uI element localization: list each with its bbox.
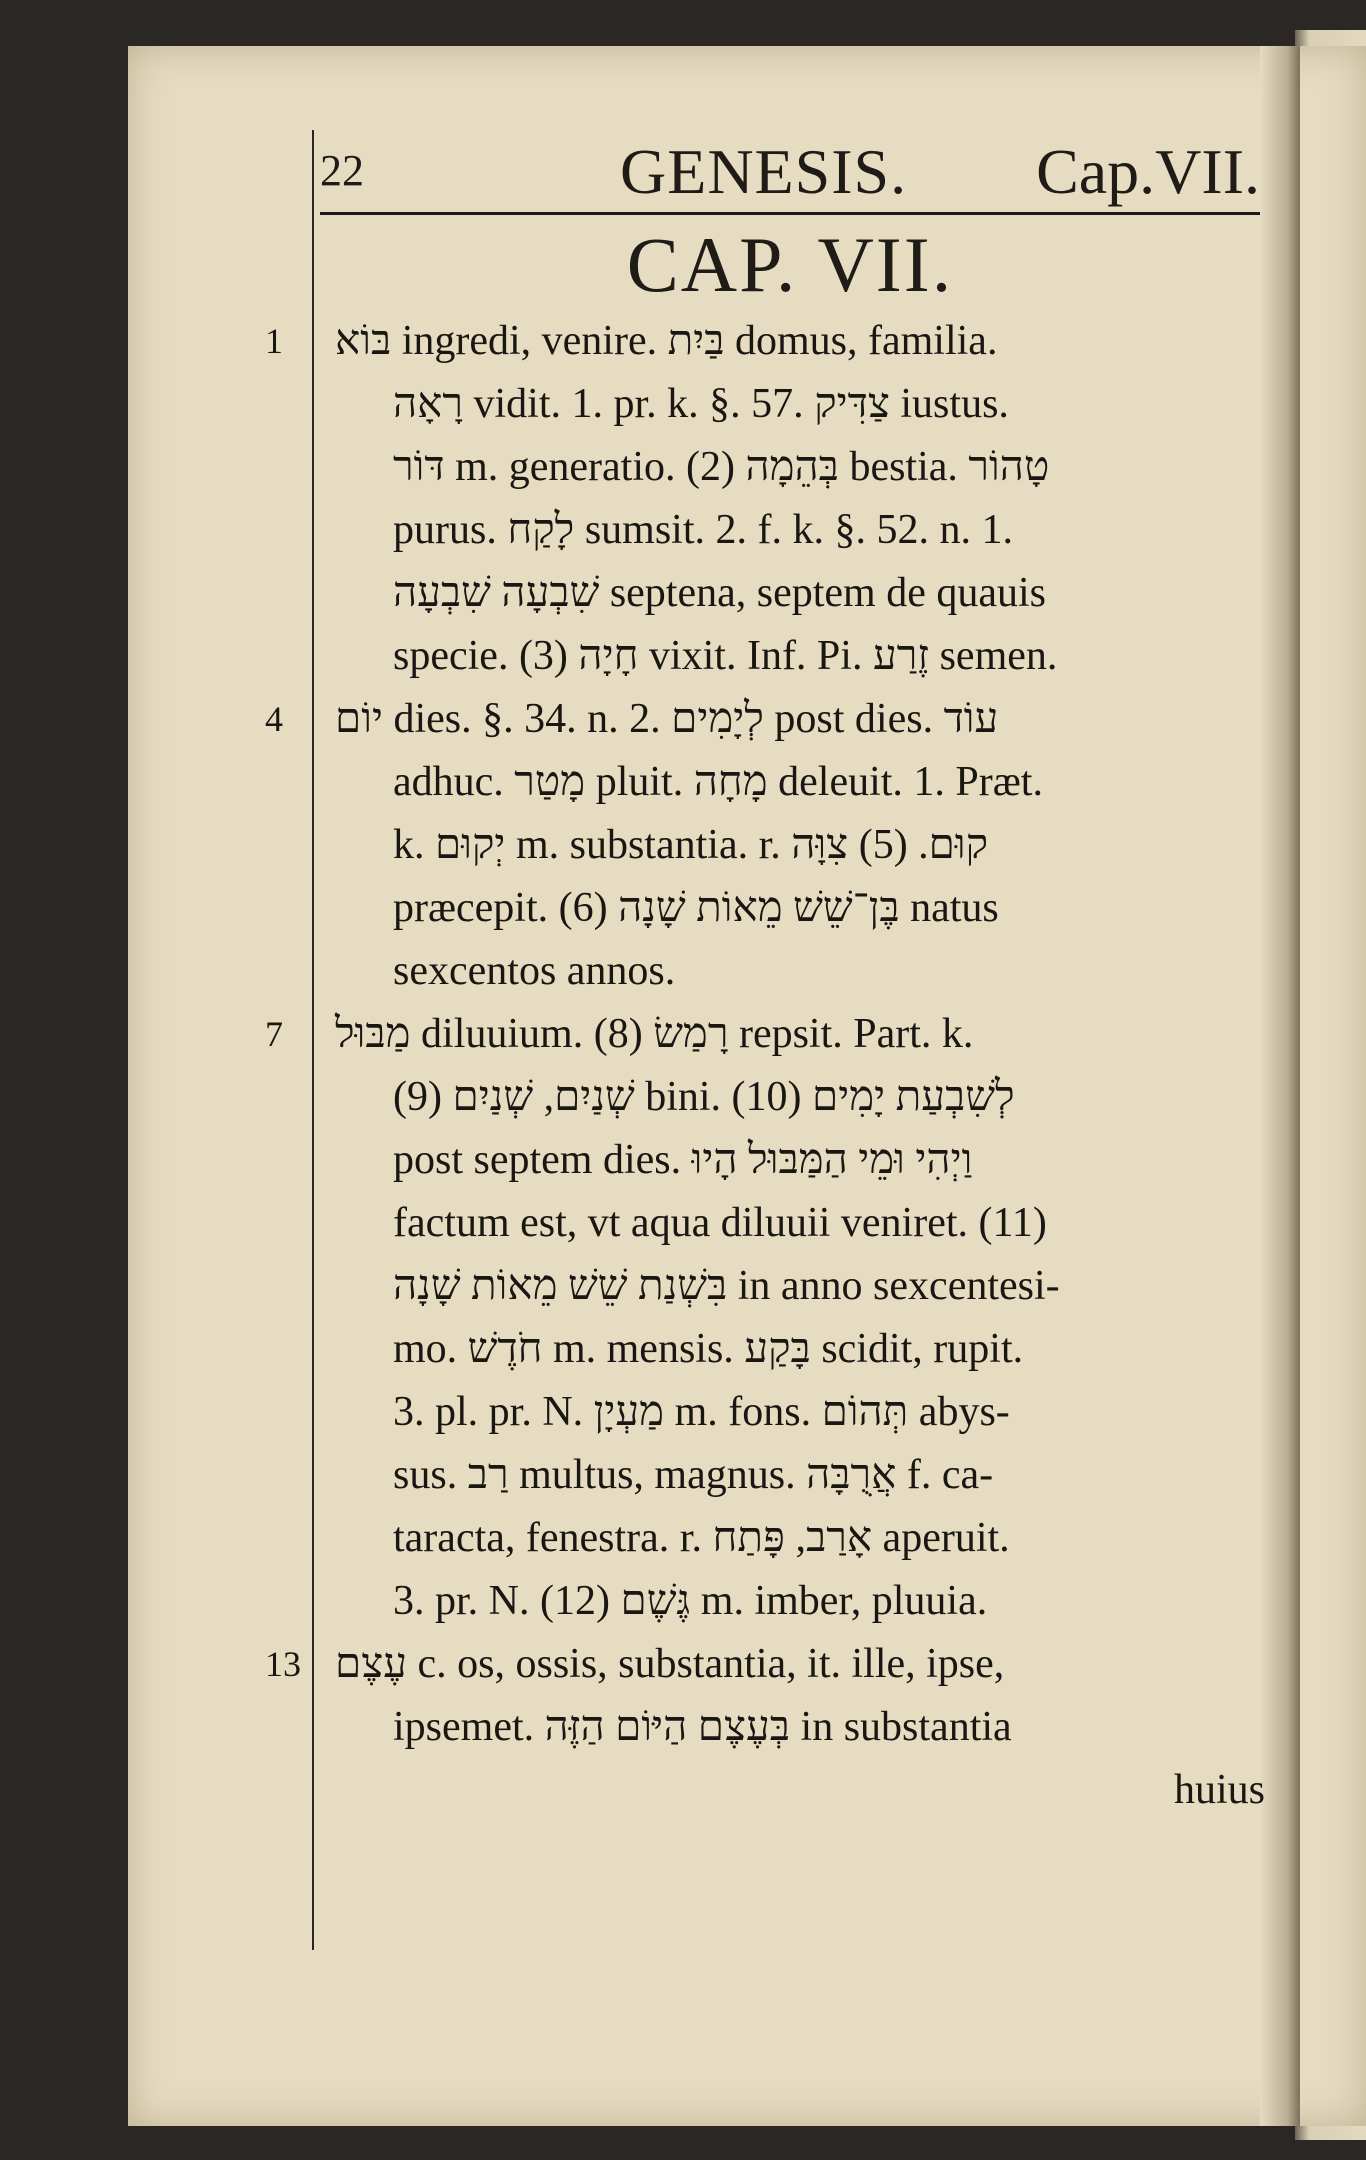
- line-text: purus. לָקַח sumsit. 2. f. k. §. 52. n. 1.: [393, 507, 1014, 553]
- line-text: mo. חֹדֶשׁ m. mensis. בָּקַע scidit, rupit.: [393, 1326, 1024, 1372]
- line-text: רָאָה vidit. 1. pr. k. §. 57. צַדִּיק iustus.: [393, 381, 1009, 427]
- margin-rule: [312, 130, 314, 1950]
- verse-number: 4: [265, 699, 283, 739]
- line-text: adhuc. מָטַר pluit. מָחָה deleuit. 1. Præt.: [393, 759, 1043, 805]
- verse-number: 7: [265, 1014, 283, 1054]
- line-text: בִּשְׁנַת שֵׁשׁ מֵאוֹת שָׁנָה in anno sexcentesi-: [393, 1263, 1060, 1309]
- text-line: [265, 688, 1265, 751]
- catchword: huius: [1173, 1767, 1265, 1813]
- text-line: [335, 562, 1265, 625]
- line-text: דּוֹר m. generatio. (2) בְּהֵמָה bestia. טָהוֹר: [393, 444, 1050, 490]
- line-text: 3. pr. N. (12) גֶּשֶׁם m. imber, pluuia.: [393, 1578, 988, 1624]
- text-line: [335, 1255, 1265, 1318]
- text-line: [335, 1696, 1265, 1759]
- line-text: שִׁבְעָה שִׁבְעָה septena, septem de quauis: [393, 570, 1047, 616]
- line-text: ipsemet. בְּעֶצֶם הַיּוֹם הַזֶּה in substantia: [393, 1704, 1012, 1750]
- text-line: [335, 625, 1265, 688]
- line-text: factum est, vt aqua diluuii veniret. (11): [393, 1200, 1047, 1246]
- running-header: [320, 135, 1260, 215]
- line-text: sexcentos annos.: [393, 948, 676, 994]
- line-text: עֶצֶם c. os, ossis, substantia, it. ille, ipse,: [335, 1641, 1005, 1687]
- text-line: [265, 1633, 1265, 1696]
- book-gutter: [1260, 46, 1300, 2126]
- page-number: 22: [320, 146, 364, 195]
- glossary-text: [265, 310, 1265, 1822]
- line-text: k. יְקוּם m. substantia. r. קוּם. (5) צִוָּה: [393, 822, 989, 868]
- text-line: [335, 1129, 1265, 1192]
- text-line: [335, 499, 1265, 562]
- text-line: [335, 814, 1265, 877]
- text-line: [335, 877, 1265, 940]
- line-text: præcepit. (6) בֶּן־שֵׁשׁ מֵאוֹת שָׁנָה natus: [393, 885, 999, 931]
- text-line: [335, 1192, 1265, 1255]
- running-title: GENESIS.: [620, 136, 908, 207]
- line-text: 3. pl. pr. N. מַעְיָן m. fons. תְּהוֹם abys-: [393, 1389, 1010, 1435]
- chapter-title: CAP. VII.: [626, 221, 954, 308]
- header-rule: [320, 212, 1260, 215]
- text-line: [335, 1759, 1265, 1822]
- text-line: [335, 1444, 1265, 1507]
- line-text: מַבּוּל diluuium. (8) רָמַשׂ repsit. Part. k.: [335, 1011, 974, 1057]
- line-text: post septem dies. וַיְהִי וּמֵי הַמַּבּוּל הָיוּ: [393, 1137, 973, 1183]
- line-text: sus. רַב multus, magnus. אֲרֻבָּה f. ca-: [393, 1452, 994, 1498]
- line-text: taracta, fenestra. r. אָרַב, פָּתַח aperuit.: [393, 1515, 1010, 1561]
- text-line: [265, 1003, 1265, 1066]
- text-line: [265, 310, 1265, 373]
- text-line: [335, 1066, 1265, 1129]
- text-line: [335, 373, 1265, 436]
- chapter-reference: Cap.VII.: [1036, 136, 1260, 207]
- text-line: [335, 1570, 1265, 1633]
- text-line: [335, 436, 1265, 499]
- line-text: (9) שְׁנַיִם, שְׁנַיִם bini. (10) לְשִׁבְעַת יָמִים: [393, 1074, 1015, 1120]
- line-text: specie. (3) חָיָה vixit. Inf. Pi. זֶרַע semen.: [393, 633, 1058, 679]
- text-line: [335, 1381, 1265, 1444]
- text-line: [335, 940, 1265, 1003]
- line-text: יוֹם dies. §. 34. n. 2. לְיָמִים post dies. עוֹד: [335, 696, 999, 742]
- text-line: [335, 751, 1265, 814]
- line-text: בּוֹא ingredi, venire. בַּיִת domus, familia.: [335, 318, 998, 364]
- verse-number: 1: [265, 321, 283, 361]
- text-line: [335, 1318, 1265, 1381]
- verse-number: 13: [265, 1644, 301, 1684]
- text-line: [335, 1507, 1265, 1570]
